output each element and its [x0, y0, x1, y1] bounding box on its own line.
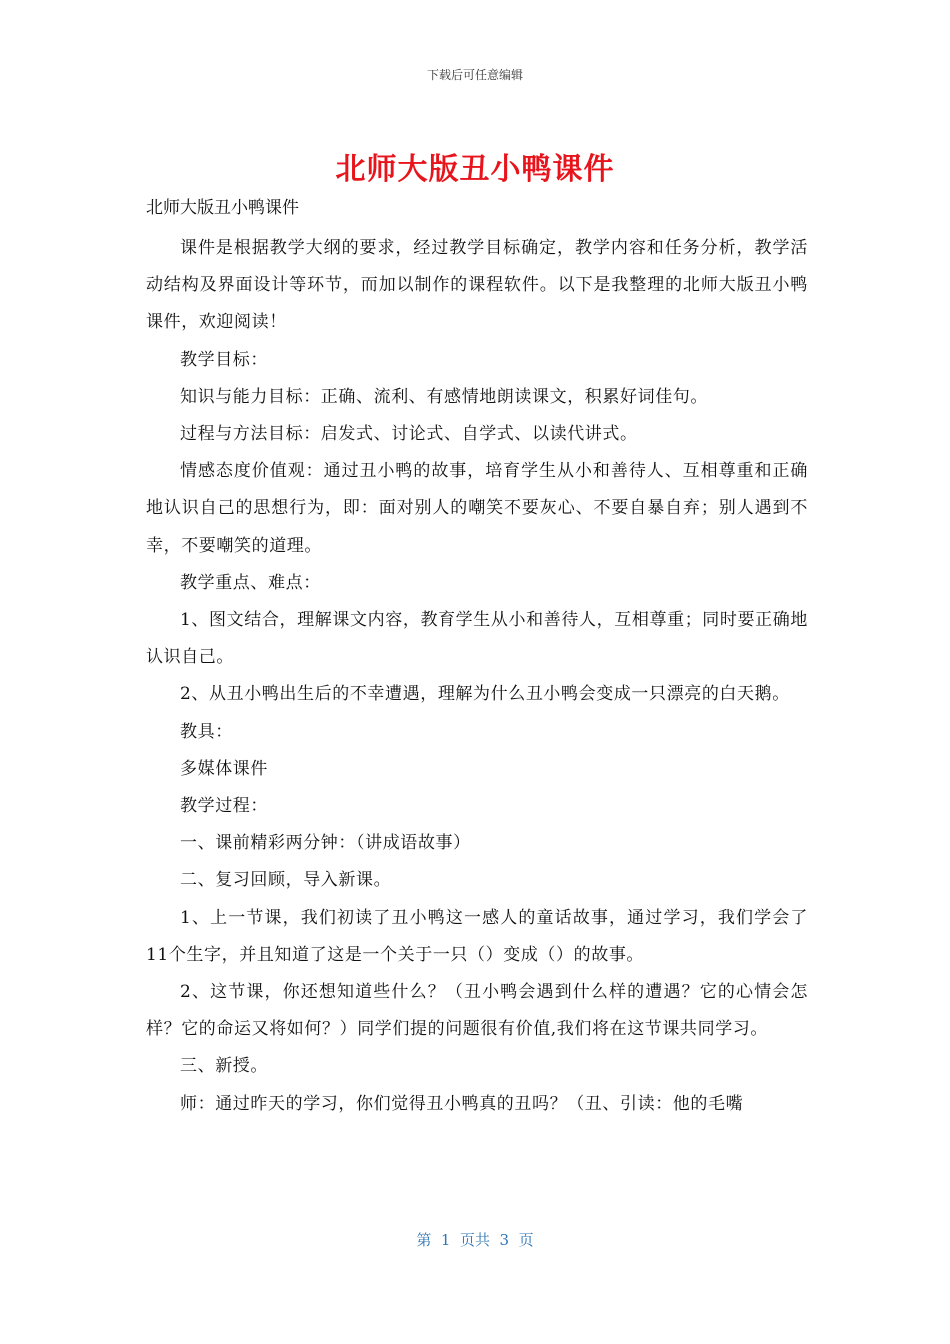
paragraph: 2、这节课，你还想知道些什么？（丑小鸭会遇到什么样的遭遇？它的心情会怎样？它的命运又将如何？）同学们提的问题很有价值,我们将在这节课共同学习。 [146, 982, 808, 1040]
page-number: 第 1 页共 3 页 [416, 1231, 534, 1249]
paragraph: 师：通过昨天的学习，你们觉得丑小鸭真的丑吗？（丑、引读：他的毛嘴 [180, 1093, 744, 1114]
document-body [146, 230, 808, 1123]
paragraph: 教学目标： [180, 349, 268, 370]
paragraph: 课件是根据教学大纲的要求，经过教学目标确定，教学内容和任务分析，教学活动结构及界面设计等环节，而加以制作的课程软件。以下是我整理的北师大版丑小鸭课件，欢迎阅读！ [146, 238, 808, 333]
paragraph: 过程与方法目标：启发式、讨论式、自学式、以读代讲式。 [180, 424, 638, 445]
paragraph: 1、图文结合，理解课文内容，教育学生从小和善待人，互相尊重；同时要正确地认识自己。 [146, 610, 808, 668]
document-title: 北师大版丑小鸭课件 [335, 152, 615, 187]
paragraph: 教具： [180, 721, 233, 742]
paragraph: 三、新授。 [180, 1056, 268, 1077]
paragraph: 2、从丑小鸭出生后的不幸遭遇，理解为什么丑小鸭会变成一只漂亮的白天鹅。 [180, 684, 790, 705]
paragraph: 情感态度价值观：通过丑小鸭的故事，培育学生从小和善待人、互相尊重和正确地认识自己的思想行为，即：面对别人的嘲笑不要灰心、不要自暴自弃；别人遇到不幸，不要嘲笑的道理。 [146, 461, 808, 556]
paragraph: 知识与能力目标：正确、流利、有感情地朗读课文，积累好词佳句。 [180, 386, 708, 407]
paragraph: 一、课前精彩两分钟：（讲成语故事） [180, 833, 471, 854]
document-subtitle: 北师大版丑小鸭课件 [146, 198, 299, 218]
paragraph: 多媒体课件 [180, 758, 268, 779]
paragraph: 教学重点、难点： [180, 572, 321, 593]
paragraph: 二、复习回顾，导入新课。 [180, 870, 392, 891]
paragraph: 1、上一节课，我们初读了丑小鸭这一感人的童话故事，通过学习，我们学会了11个生字，并且知道了这是一个关于一只（）变成（）的故事。 [146, 907, 808, 965]
paragraph: 教学过程： [180, 796, 268, 817]
header-note: 下载后可任意编辑 [426, 68, 523, 82]
